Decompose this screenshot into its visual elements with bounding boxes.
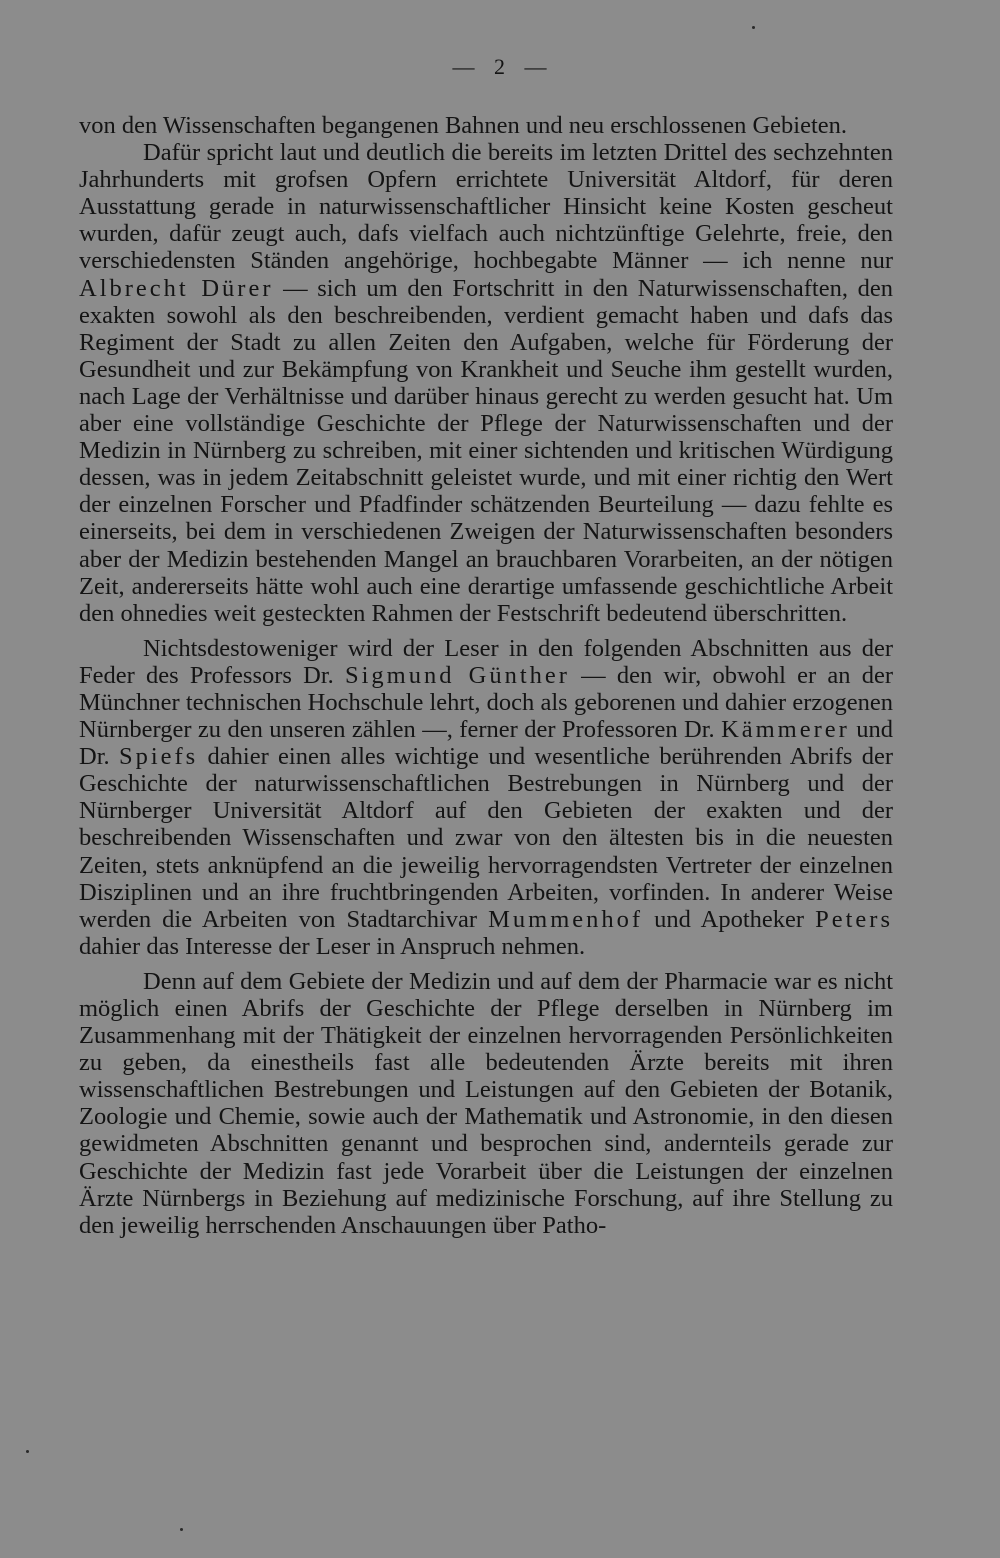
print-speck [752, 26, 755, 29]
page-number [0, 54, 1000, 80]
text-run: Denn auf dem Gebiete der Medizin und auf dem der Pharmacie war es nicht möglich einen Abrifs der Geschichte der Pflege derselben in Nürnberg im Zusammenhang mit der Thätigkeit der einzelnen hervorragenden Persönlichkeiten zu geben, da einestheils fast alle bedeutenden Ärzte bereits mit ihren wissenschaftlichen Bestrebungen und Leistungen auf den Gebieten der Botanik, Zoologie und Chemie, sowie auch der Mathematik und Astronomie, in den diesen gewidmeten Abschnitten genannt und besprochen sind, andernteils gerade zur Geschichte der Medizin fast jede Vorarbeit über die Leistungen der einzelnen Ärzte Nürnbergs in Beziehung auf medizinische Forschung, auf ihre Stellung zu den jeweilig herrschenden Anschauungen über Patho- [79, 967, 893, 1239]
spaced-name: Peters [815, 905, 893, 933]
spaced-name: Spiefs [118, 743, 199, 771]
page-number-dash-left: — [452, 54, 476, 79]
spaced-name: Albrecht Dürer [79, 274, 274, 302]
paragraph [79, 635, 893, 960]
text-run: von den Wissenschaften begangenen Bahnen und neu erschlossenen Gebieten. [79, 112, 848, 139]
text-run: dahier einen alles wichtige und wesentliche berührenden Abrifs der Geschichte der naturwissenschaftlichen Bestrebungen in Nürnberg und der Nürnberger Universität Altdorf auf den Gebieten der exakten und der beschreibenden Wissenschaften und zwar von den ältesten bis in die neuesten Zeiten, stets anknüpfend an die jeweilig hervorragendsten Vertreter der einzelnen Disziplinen und an ihre fruchtbringenden Arbeiten, vorfinden. In anderer Weise werden die Arbeiten von Stadtarchivar [79, 743, 893, 933]
body-text [79, 112, 893, 1239]
spaced-name: Kämmerer [721, 716, 850, 744]
text-run: — den wir, obwohl er an der Münchner technischen Hochschule lehrt, doch als geborenen und dahier erzogenen Nürnberger zu den unseren zählen —, ferner der Professoren Dr. [79, 661, 893, 744]
text-run: und Dr. [79, 716, 893, 771]
paragraph [79, 968, 893, 1239]
text-run: und Apotheker [643, 905, 816, 933]
page-number-dash-right: — [524, 54, 548, 79]
text-run: dahier das Interesse der Leser in Anspruch nehmen. [79, 932, 586, 960]
page-number-value: 2 [494, 54, 506, 79]
text-run: — sich um den Fortschritt in den Naturwissenschaften, den exakten sowohl als den beschreibenden, verdient gemacht haben und dafs das Regiment der Stadt zu allen Zeiten den Aufgaben, welche für Förderung der Gesundheit und zur Bekämpfung von Krankheit und Seuche ihm gestellt wurden, nach Lage der Verhältnisse und darüber hinaus gerecht zu werden gesucht hat. Um aber eine vollständige Geschichte der Pflege der Naturwissenschaften und der Medizin in Nürnberg zu schreiben, mit einer sichtenden und kritischen Würdigung dessen, was in jedem Zeitabschnitt geleistet wurde, und mit einer richtig den Wert der einzelnen Forscher und Pfadfinder schätzenden Beurteilung — dazu fehlte es einerseits, bei dem in verschiedenen Zweigen der Naturwissenschaften besonders aber der Medizin bestehenden Mangel an brauchbaren Vorarbeiten, an der nötigen Zeit, andererseits hätte wohl auch eine derartige umfassende geschichtliche Arbeit den ohnedies weit gesteckten Rahmen der Festschrift bedeutend überschritten. [79, 274, 893, 627]
print-speck [26, 1450, 29, 1453]
spaced-name: Sigmund Günther [344, 661, 570, 689]
paragraph [79, 112, 893, 139]
text-run: Dafür spricht laut und deutlich die bereits im letzten Drittel des sechzehnten Jahrhunderts mit grofsen Opfern errichtete Universität Altdorf, für deren Ausstattung gerade in naturwissenschaftlicher Hinsicht keine Kosten gescheut wurden, dafür zeugt auch, dafs vielfach auch nichtzünftige Gelehrte, freie, den verschiedensten Ständen angehörige, hochbegabte Männer — ich nenne nur [79, 139, 893, 275]
text-run: Nichtsdestoweniger wird der Leser in den folgenden Abschnitten aus der Feder des Professors Dr. [79, 634, 893, 689]
spaced-name: Mummenhof [488, 905, 644, 933]
print-speck [180, 1528, 183, 1531]
paragraph [79, 139, 893, 627]
